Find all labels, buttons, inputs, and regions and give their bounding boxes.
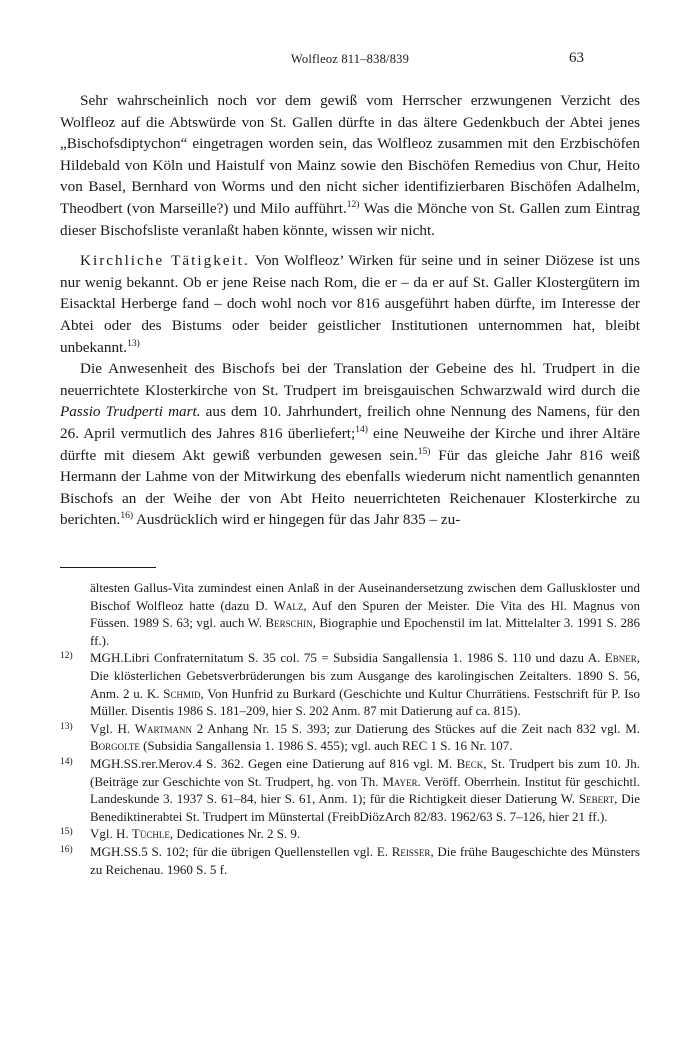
footnote-ref-14[interactable]: 14) (355, 424, 368, 435)
footnote-ref-12[interactable]: 12) (346, 199, 360, 210)
footnote-number: 12) (60, 651, 73, 662)
footnote-ref-15[interactable]: 15) (417, 446, 431, 457)
footnote-13: 13) Vgl. H. Wartmann 2 Anhang Nr. 15 S. 393; zur Datierung des Stückes auf die Zeit nach 832 vgl. M. Borgolte (Subsidia Sangallensia 1. 1986 S. 455); vgl. auch REC 1 S. 16 Nr. 107. (60, 720, 641, 754)
running-title: Wolfleoz 811–838/839 (290, 52, 410, 66)
footnote-ref-13[interactable]: 13) (127, 338, 140, 349)
footnote-number: 13) (60, 721, 73, 732)
work-title: Passio Trudperti mart. (60, 403, 201, 421)
footnote-continued: ältesten Gallus-Vita zumindest einen Anlaß in der Auseinandersetzung zwischen dem Galluskloster und Bischof Wolfleoz hatte (dazu D. Walz, Auf den Spuren der Meister. Die Vita des Hl. Magnus von Füssen. 1989 S. 63; vgl. auch W. Berschin, Biographie und Epochenstil im lat. Mittelalter 3. 1991 S. 286 ff.). (90, 580, 640, 648)
footnote-16: 16) MGH.SS.5 S. 102; für die übrigen Quellenstellen vgl. E. Reisser, Die frühe Baugeschichte des Münsters zu Reichenau. 1960 S. 5 f. (60, 843, 640, 877)
paragraph-2: Kirchliche Tätigkeit. Von Wolfleoz’ Wirken für seine und in seiner Diözese ist uns nur wenig bekannt. Ob er jene Reise nach Rom, die er – da er auf St. Galler Klostergütern im Eisacktal Herberge fand – doch wohl noch vor 816 ausgeführt haben dürfte, im Interesse der Abtei oder des Bistums oder beider geistlicher Institutionen unternommen hat, bleibt unbekannt.$^{13)}$ (60, 252, 640, 356)
section-heading: Kirchliche Tätigkeit. (80, 252, 250, 270)
footnote-12: 12) MGH.Libri Confraternitatum S. 35 col. 75 = Subsidia Sangallensia 1. 1986 S. 110 und dazu A. Ebner, Die klösterlichen Gebetsverbrüderungen bis zum Ausgange des karolingischen Zeitalters. 1890 S. 56, Anm. 2 u. K. Schmid, Von Hunfrid zu Burkard (Geschichte und Kultur Churrätiens. Festschrift für P. Iso Müller. Disentis 1986 S. 181–209, hier S. 202 Anm. 87 mit Datierung auf ca. 815). (60, 650, 640, 719)
page-number: 63 (569, 50, 584, 66)
footnote-ref-16[interactable]: 16) (120, 511, 133, 522)
footnotes (60, 579, 640, 878)
footnote-rule (60, 567, 156, 568)
main-text (60, 90, 640, 531)
footnote-number: 14) (60, 756, 73, 767)
footnote-15: 15) Vgl. H. Tüchle, Dedicationes Nr. 2 S. 9. (60, 826, 301, 842)
running-header (0, 50, 700, 74)
paragraph-3: Die Anwesenheit des Bischofs bei der Translation der Gebeine des hl. Trudpert in die neuerrichtete Klosterkirche von St. Trudpert im breisgauischen Schwarzwald wird durch die Passio Trudperti mart. aus dem 10. Jahrhundert, freilich ohne Nennung des Namens, für den 26. April vermutlich des Jahres 816 überliefert;$^{14)}$ eine Neuweihe der Kirche und ihrer Altäre dürfte mit diesem Akt gewiß verbunden gewesen sein.$^{15)}$ Für das gleiche Jahr 816 weiß Hermann der Lahme von der Mitwirkung des ebenfalls wiederum nicht namentlich genannten Bischofs an der Weihe der von Abt Heito neuerrichteten Reichenauer Klosterkirche zu berichten.$^{16)}$ Ausdrücklich wird er hingegen für das Jahr 835 – zu- (60, 360, 640, 529)
footnote-number: 16) (60, 844, 73, 855)
footnote-14: 14) MGH.SS.rer.Merov.4 S. 362. Gegen eine Datierung auf 816 vgl. M. Beck, St. Trudpert bis zum 10. Jh. (Beiträge zur Geschichte von St. Trudpert, hg. von Th. Mayer. Veröff. Oberrhein. Institut für geschichtl. Landeskunde 3. 1937 S. 61–84, hier S. 61, Anm. 1); für die Richtigkeit dieser Datierung W. Sebert, Die Benediktinerabtei St. Trudpert im Münstertal (FreibDiözArch 82/83. 1962/63 S. 7–126, hier 21 ff.). (60, 755, 640, 824)
footnote-number: 15) (60, 827, 73, 838)
paragraph-1: Sehr wahrscheinlich noch vor dem gewiß vom Herrscher erzwungenen Verzicht des Wolfleoz auf die Abtswürde von St. Gallen dürfte in das ältere Gedenkbuch der Abtei jenes „Bischofsdiptychon“ eingetragen worden sein, das Wolfleoz zusammen mit den Erzbischöfen Hildebald von Köln und Haistulf von Mainz sowie den Bischöfen Remedius von Chur, Heito von Basel, Bernhard von Worms und den nicht sicher identifizierbaren Bischöfen Adalhelm, Theodbert (von Marseille?) und Milo aufführt.$^{12)}$ Was die Mönche von St. Gallen zum Eintrag dieser Bischofsliste veranlaßt haben könnte, wissen wir nicht. (60, 92, 640, 239)
